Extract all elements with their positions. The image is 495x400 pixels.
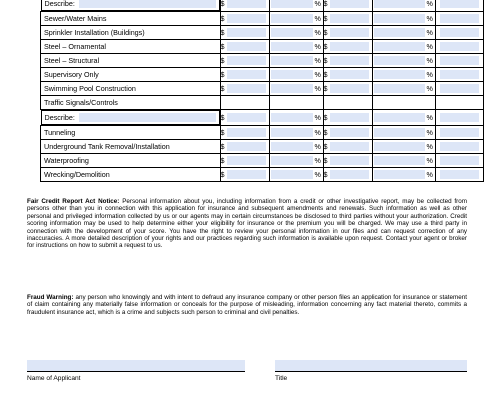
fraud-warning — [27, 294, 467, 316]
percent-input[interactable] — [271, 128, 313, 137]
row-label-cell — [41, 25, 221, 39]
fair-credit-title: Fair Credit Report Act Notice: — [27, 198, 120, 205]
describe-input[interactable] — [79, 113, 216, 122]
percent-cell — [372, 81, 435, 95]
percent-cell — [372, 167, 435, 181]
percent-cell — [372, 39, 435, 53]
percent-input[interactable] — [271, 142, 313, 151]
amount-cell — [323, 53, 372, 67]
percent-symbol: % — [314, 13, 321, 23]
extra-cell — [435, 109, 483, 125]
currency-symbol: $ — [323, 127, 328, 137]
percent-symbol: % — [314, 83, 321, 93]
row-label: Swimming Pool Construction — [44, 83, 136, 93]
percent-cell — [372, 67, 435, 81]
percent-symbol: % — [426, 13, 433, 23]
currency-symbol: $ — [220, 27, 225, 37]
currency-symbol: $ — [323, 141, 328, 151]
amount-cell — [220, 95, 269, 109]
percent-symbol: % — [314, 0, 321, 8]
percent-symbol: % — [314, 27, 321, 37]
row-label-cell — [41, 81, 221, 95]
percent-input[interactable] — [374, 128, 425, 137]
amount-cell — [323, 11, 372, 25]
extra-cell — [435, 125, 483, 139]
name-of-applicant-field[interactable] — [27, 360, 245, 371]
fair-credit-notice — [27, 198, 467, 250]
amount-input[interactable] — [227, 128, 266, 137]
extra-input[interactable] — [440, 128, 479, 137]
percent-input[interactable] — [374, 113, 425, 122]
percent-input[interactable] — [374, 0, 425, 8]
currency-symbol: $ — [220, 13, 225, 23]
table-row — [41, 109, 484, 125]
currency-symbol: $ — [220, 112, 225, 122]
extra-cell — [435, 67, 483, 81]
amount-cell — [220, 139, 269, 153]
percent-input[interactable] — [374, 84, 425, 93]
extra-cell — [435, 95, 483, 109]
amount-cell — [323, 81, 372, 95]
amount-input[interactable] — [330, 28, 369, 37]
extra-input[interactable] — [440, 70, 479, 79]
amount-cell — [220, 67, 269, 81]
amount-input[interactable] — [330, 113, 369, 122]
extra-input[interactable] — [440, 14, 479, 23]
table-row — [41, 153, 484, 167]
currency-symbol: $ — [323, 112, 328, 122]
percent-input[interactable] — [374, 14, 425, 23]
percent-symbol: % — [426, 112, 433, 122]
percent-input[interactable] — [271, 0, 313, 8]
percent-cell — [372, 0, 435, 11]
percent-symbol: % — [426, 41, 433, 51]
amount-cell — [323, 125, 372, 139]
percent-symbol: % — [426, 55, 433, 65]
percent-input[interactable] — [374, 142, 425, 151]
fraud-warning-title: Fraud Warning: — [27, 294, 74, 301]
amount-cell — [220, 125, 269, 139]
percent-input[interactable] — [271, 14, 313, 23]
amount-cell — [220, 39, 269, 53]
percent-symbol: % — [426, 69, 433, 79]
fraud-warning-body: any person who knowingly and with intent to defraud any insurance company or other person files an application for insurance or statement of claim containing any materially false information or conceals for the purpose of misleading, information concerning any fact material thereto, commits a fraudulent insurance act, which is a crime and subjects such person to criminal and civil penalties. — [27, 294, 468, 316]
percent-cell — [269, 67, 323, 81]
row-label-cell — [41, 39, 221, 53]
percent-cell — [269, 109, 323, 125]
amount-cell — [220, 53, 269, 67]
amount-input[interactable] — [330, 70, 369, 79]
percent-cell — [372, 153, 435, 167]
amount-input[interactable] — [330, 14, 369, 23]
percent-cell — [269, 25, 323, 39]
row-label: Sewer/Water Mains — [44, 13, 107, 23]
percent-cell — [372, 11, 435, 25]
amount-input[interactable] — [227, 42, 266, 51]
table-row — [41, 167, 484, 181]
table-row — [41, 95, 484, 109]
percent-symbol: % — [314, 55, 321, 65]
currency-symbol: $ — [220, 141, 225, 151]
percent-cell — [269, 11, 323, 25]
amount-input[interactable] — [227, 56, 266, 65]
percent-input[interactable] — [271, 42, 313, 51]
currency-symbol: $ — [220, 155, 225, 165]
percent-symbol: % — [426, 169, 433, 179]
percent-cell — [269, 153, 323, 167]
extra-input[interactable] — [440, 113, 479, 122]
describe-input[interactable] — [79, 0, 216, 8]
amount-cell — [323, 67, 372, 81]
amount-input[interactable] — [330, 42, 369, 51]
percent-cell — [372, 109, 435, 125]
percent-symbol: % — [426, 127, 433, 137]
row-label: Describe: — [44, 0, 75, 8]
title-field[interactable] — [275, 360, 467, 371]
row-label: Underground Tank Removal/Installation — [44, 141, 170, 151]
amount-input[interactable] — [330, 0, 369, 8]
percent-symbol: % — [426, 141, 433, 151]
percent-symbol: % — [426, 83, 433, 93]
amount-cell — [323, 39, 372, 53]
extra-cell — [435, 153, 483, 167]
percent-input[interactable] — [374, 42, 425, 51]
amount-input[interactable] — [330, 84, 369, 93]
amount-input[interactable] — [227, 156, 266, 165]
percent-input[interactable] — [374, 28, 425, 37]
percent-cell — [269, 125, 323, 139]
extra-input[interactable] — [440, 170, 479, 179]
amount-cell — [323, 25, 372, 39]
row-label: Supervisory Only — [44, 69, 99, 79]
extra-input[interactable] — [440, 142, 479, 151]
percent-symbol: % — [426, 0, 433, 8]
amount-cell — [220, 153, 269, 167]
percent-symbol: % — [314, 41, 321, 51]
amount-cell — [220, 25, 269, 39]
row-label-cell — [41, 67, 221, 81]
extra-cell — [435, 25, 483, 39]
extra-cell — [435, 81, 483, 95]
amount-input[interactable] — [330, 128, 369, 137]
amount-input[interactable] — [330, 170, 369, 179]
name-signature-line — [27, 371, 245, 372]
amount-cell — [220, 167, 269, 181]
amount-cell — [323, 167, 372, 181]
amount-input[interactable] — [330, 56, 369, 65]
table-row — [41, 125, 484, 139]
row-label: Steel – Ornamental — [44, 41, 106, 51]
percent-input[interactable] — [374, 156, 425, 165]
currency-symbol: $ — [220, 69, 225, 79]
percent-symbol: % — [314, 69, 321, 79]
row-label-cell — [41, 153, 221, 167]
amount-cell — [323, 139, 372, 153]
percent-cell — [269, 95, 323, 109]
table-row — [41, 25, 484, 39]
row-label: Wrecking/Demolition — [44, 169, 110, 179]
title-label: Title — [275, 375, 288, 382]
percent-cell — [372, 95, 435, 109]
percent-input[interactable] — [271, 56, 313, 65]
fair-credit-body: Personal information about you, including information from a credit or other investigative report, may be collected from persons other than you in connection with this application for insurance and subsequent amendments and renewals. Such information as well as other personal and privileged information collected by us or our agents may in certain circumstances be disclosed to third parties without your authorization. Credit scoring information may be used to help determine either your eligibility for insurance or the premium you will be charged. We may use a third party in connection with the development of your score. You have the right to review your personal information in our files and can request correction of any inaccuracies. A more detailed description of your rights and our practices regarding such information is available upon request. Contact your agent or broker for instructions on how to submit a request to us. — [27, 198, 467, 250]
amount-input[interactable] — [227, 142, 266, 151]
amount-input[interactable] — [330, 156, 369, 165]
percent-symbol: % — [426, 155, 433, 165]
amount-input[interactable] — [227, 0, 266, 8]
table-row — [41, 39, 484, 53]
amount-cell — [220, 11, 269, 25]
row-label: Traffic Signals/Controls — [44, 97, 118, 107]
row-label: Describe: — [44, 112, 75, 122]
amount-cell — [220, 109, 269, 125]
table-row — [41, 53, 484, 67]
percent-input[interactable] — [271, 84, 313, 93]
percent-input[interactable] — [271, 113, 313, 122]
amount-cell — [323, 0, 372, 11]
currency-symbol: $ — [323, 41, 328, 51]
row-label: Sprinkler Installation (Buildings) — [44, 27, 145, 37]
currency-symbol: $ — [220, 169, 225, 179]
extra-cell — [435, 167, 483, 181]
percent-cell — [269, 139, 323, 153]
row-label: Tunneling — [44, 127, 76, 137]
currency-symbol: $ — [220, 0, 225, 8]
extra-input[interactable] — [440, 84, 479, 93]
amount-input[interactable] — [227, 28, 266, 37]
currency-symbol: $ — [220, 83, 225, 93]
percent-symbol: % — [314, 155, 321, 165]
currency-symbol: $ — [220, 127, 225, 137]
percent-cell — [372, 53, 435, 67]
currency-symbol: $ — [323, 83, 328, 93]
row-label-cell — [41, 139, 221, 153]
percent-cell — [269, 0, 323, 11]
amount-cell — [323, 95, 372, 109]
percent-cell — [372, 139, 435, 153]
extra-input[interactable] — [440, 56, 479, 65]
currency-symbol: $ — [323, 13, 328, 23]
table-row — [41, 11, 484, 25]
percent-cell — [269, 53, 323, 67]
extra-cell — [435, 0, 483, 11]
percent-cell — [372, 25, 435, 39]
title-signature-line — [275, 371, 467, 372]
currency-symbol: $ — [323, 69, 328, 79]
amount-input[interactable] — [227, 14, 266, 23]
extra-input[interactable] — [440, 156, 479, 165]
currency-symbol: $ — [323, 169, 328, 179]
amount-input[interactable] — [227, 70, 266, 79]
extra-input[interactable] — [440, 42, 479, 51]
amount-cell — [323, 153, 372, 167]
currency-symbol: $ — [323, 27, 328, 37]
percent-cell — [269, 81, 323, 95]
amount-input[interactable] — [330, 142, 369, 151]
extra-cell — [435, 11, 483, 25]
table-row — [41, 139, 484, 153]
currency-symbol: $ — [220, 55, 225, 65]
percent-cell — [269, 167, 323, 181]
row-label-cell — [41, 110, 220, 125]
percent-cell — [372, 125, 435, 139]
amount-input[interactable] — [227, 84, 266, 93]
table-row — [41, 81, 484, 95]
percent-input[interactable] — [374, 70, 425, 79]
percent-symbol: % — [426, 27, 433, 37]
row-label-cell — [41, 95, 221, 109]
percent-symbol: % — [314, 127, 321, 137]
row-label: Steel – Structural — [44, 55, 100, 65]
row-label-cell — [41, 125, 221, 139]
percent-input[interactable] — [271, 28, 313, 37]
percent-input[interactable] — [374, 56, 425, 65]
operations-table — [40, 0, 484, 182]
currency-symbol: $ — [323, 0, 328, 8]
row-label-cell — [41, 11, 221, 25]
table-row — [41, 0, 484, 11]
percent-input[interactable] — [271, 70, 313, 79]
row-label-cell — [41, 53, 221, 67]
row-label-cell — [41, 167, 221, 181]
percent-symbol: % — [314, 169, 321, 179]
currency-symbol: $ — [220, 41, 225, 51]
currency-symbol: $ — [323, 55, 328, 65]
percent-symbol: % — [314, 141, 321, 151]
amount-cell — [323, 109, 372, 125]
extra-cell — [435, 139, 483, 153]
percent-cell — [269, 39, 323, 53]
row-label: Waterproofing — [44, 155, 89, 165]
amount-input[interactable] — [227, 113, 266, 122]
percent-input[interactable] — [271, 156, 313, 165]
extra-input[interactable] — [440, 0, 479, 8]
currency-symbol: $ — [323, 155, 328, 165]
row-label-cell — [41, 0, 220, 11]
amount-cell — [220, 81, 269, 95]
name-of-applicant-label: Name of Applicant — [27, 375, 81, 382]
percent-input[interactable] — [374, 170, 425, 179]
percent-input[interactable] — [271, 170, 313, 179]
extra-cell — [435, 53, 483, 67]
extra-input[interactable] — [440, 28, 479, 37]
extra-cell — [435, 39, 483, 53]
table-row — [41, 67, 484, 81]
amount-cell — [220, 0, 269, 11]
percent-symbol: % — [314, 112, 321, 122]
amount-input[interactable] — [227, 170, 266, 179]
